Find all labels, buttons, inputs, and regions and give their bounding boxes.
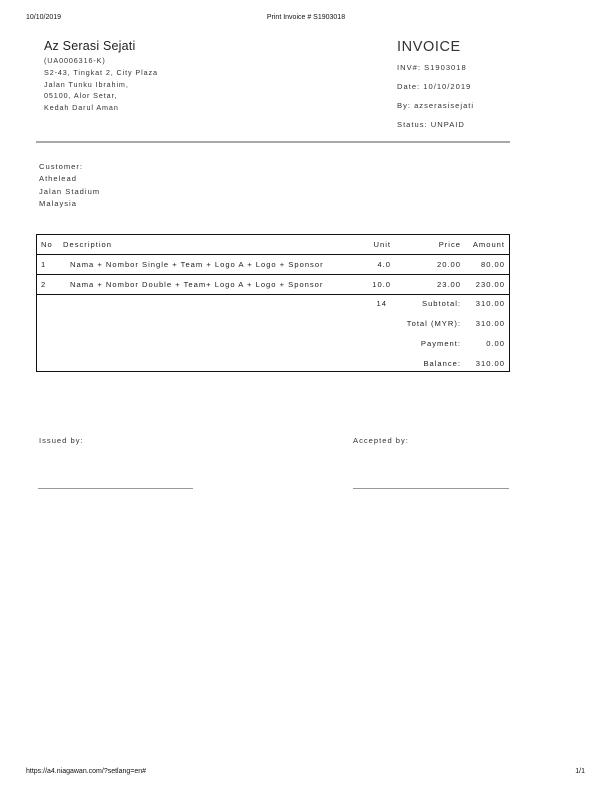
address-line: S2-43, Tingkat 2, City Plaza [44,67,158,77]
subtotal-value: 310.00 [475,299,505,308]
row-1-amount: 80.00 [480,260,505,269]
customer-line: Malaysia [39,199,77,209]
address-line: Jalan Tunku Ibrahim, [44,79,129,89]
company-reg-no: (UA0006316-K) [44,56,106,65]
col-header-description: Description [63,240,112,249]
row-rule [37,274,509,275]
row-1-unit: 4.0 [377,260,391,269]
subtotal-label: Subtotal: [422,299,461,308]
print-page-number: 1/1 [575,768,585,775]
col-header-amount: Amount [472,240,505,249]
balance-label: Balance: [423,359,461,368]
invoice-status: Status: UNPAID [397,120,465,129]
invoice-by: By: azserasisejati [397,101,475,110]
total-label: Total (MYR): [406,319,461,328]
total-units: 14 [376,299,387,308]
header-divider [36,141,510,143]
invoice-date: Date: 10/10/2019 [397,82,472,91]
row-1-description: Nama + Nombor Single + Team + Logo A + Logo + Sponsor [70,260,324,269]
accepted-by-signature-line [353,488,509,489]
row-1-price: 20.00 [436,260,461,269]
invoice-number: INV#: S1903018 [397,63,467,72]
row-2-amount: 230.00 [475,280,505,289]
company-name: Az Serasi Sejati [44,39,136,53]
company-address [44,55,158,114]
customer-line: Athelead [39,174,77,184]
header-rule [37,254,509,255]
issued-by-signature-line [38,488,193,489]
customer-line: Jalan Stadium [39,186,101,196]
print-url: https://a4.niagawan.com/?setlang=en# [26,768,147,775]
row-2-price: 23.00 [436,280,461,289]
accepted-by-label: Accepted by: [353,436,409,445]
address-line: 05100, Alor Setar, [44,91,118,101]
col-header-price: Price [438,240,461,249]
invoice-heading: INVOICE [397,39,461,55]
customer-label: Customer: [39,162,84,171]
print-title: Print Invoice # S1903018 [266,14,346,21]
row-1-no: 1 [41,260,47,269]
row-rule [37,294,509,295]
customer-block [39,161,100,211]
payment-label: Payment: [420,339,461,348]
row-2-no: 2 [41,280,47,289]
address-line: Kedah Darul Aman [44,103,119,113]
print-date: 10/10/2019 [26,14,62,21]
row-2-unit: 10.0 [372,280,391,289]
total-value: 310.00 [475,319,505,328]
issued-by-label: Issued by: [39,436,84,445]
payment-value: 0.00 [486,339,505,348]
balance-value: 310.00 [475,359,505,368]
items-table [36,234,510,372]
col-header-no: No [41,240,53,249]
row-2-description: Nama + Nombor Double + Team+ Logo A + Logo + Sponsor [70,280,324,289]
col-header-unit: Unit [373,240,391,249]
